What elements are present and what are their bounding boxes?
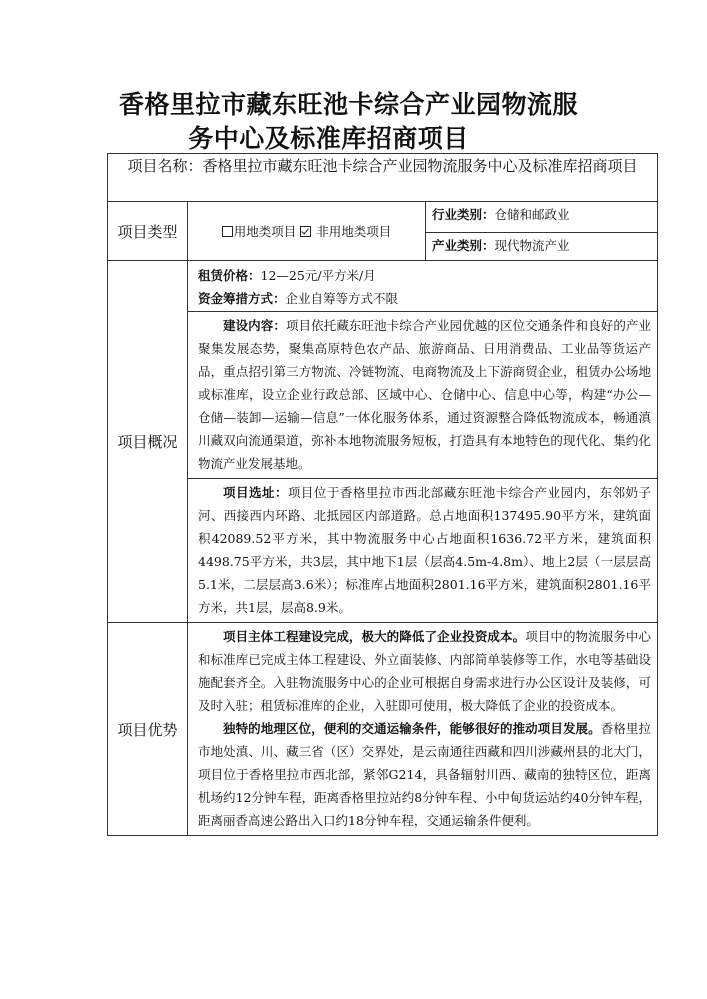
project-info-table xyxy=(107,153,658,836)
construction-label: 建设内容： xyxy=(223,318,286,333)
funding-value: 企业自筹等方式不限 xyxy=(285,291,399,306)
document-title xyxy=(0,88,707,156)
rent-value: 12—25元/平方米/月 xyxy=(260,268,376,283)
land-project-checkbox[interactable] xyxy=(222,226,233,237)
sector-category-value: 现代物流产业 xyxy=(494,238,570,253)
funding-label: 资金筹措方式： xyxy=(198,291,286,306)
project-name-cell: 项目名称：香格里拉市藏东旺池卡综合产业园物流服务中心及标准库招商项目 xyxy=(108,154,658,202)
advantage-2-heading: 独特的地理区位，便利的交通运输条件，能够很好的推动项目发展。 xyxy=(223,721,601,736)
industry-category-value: 仓储和邮政业 xyxy=(494,207,570,222)
title-line-2: 务中心及标准库招商项目 xyxy=(188,124,469,153)
site-text: 项目位于香格里拉市西北部藏东旺池卡综合产业园内，东邻奶子河、西接西内环路、北抵园区内部道路。总占地面积137495.90平方米，建筑面积42089.52平方米，其中物流服务中心占地面积1636.72平方米，建筑面积4498.75平方米，共3层，其中地下1层（层高4.5m-4.8m）、地上2层（一层层高5.1米，二层层高3.6米）；标准库占地面积2801.16平方米，建筑面积2801.16平方米，共1层，层高8.9米。 xyxy=(198,485,652,615)
overview-label: 项目概况 xyxy=(108,261,188,623)
project-name-value: 香格里拉市藏东旺池卡综合产业园物流服务中心及标准库招商项目 xyxy=(202,157,638,175)
advantage-1-text: 项目中的物流服务中心和标准库已完成主体工程建设、外立面装修、内部简单装修等工作，水电等基础设施配套齐全。入驻物流服务中心的企业可根据自身需求进行办公区设计及装修，可及时入驻；租赁标准库的企业，入驻即可使用，极大降低了企业的投资成本。 xyxy=(198,629,652,713)
advantage-2-text: 香格里拉市地处滇、川、藏三省（区）交界处，是云南通往西藏和四川涉藏州县的北大门，项目位于香格里拉市西北部，紧邻G214，具备辐射川西、藏南的独特区位，距离机场约12分钟车程，距离香格里拉站约8分钟车程、小中甸货运站约40分钟车程，距离丽香高速公路出入口约18分钟车程，交通运输条件便利。 xyxy=(198,721,652,828)
funding-line xyxy=(198,287,651,310)
nonland-project-checkbox[interactable] xyxy=(300,226,311,237)
project-name-label: 项目名称 xyxy=(127,157,188,175)
project-type-label: 项目类型 xyxy=(108,202,188,261)
land-project-option: 用地类项目 xyxy=(233,224,297,239)
construction-text: 项目依托藏东旺池卡综合产业园优越的区位交通条件和良好的产业聚集发展态势，聚集高原特色农产品、旅游商品、日用消费品、工业品等货运产品，重点招引第三方物流、冷链物流、电商物流及上下游商贸企业，租赁办公场地或标准库，设立企业行政总部、区域中心、仓储中心、信息中心等，构建“办公—仓储—装卸—运输—信息”一体化服务体系，通过资源整合降低物流成本，畅通滇川藏双向流通渠道，弥补本地物流服务短板，打造具有本地特色的现代化、集约化物流产业发展基地。 xyxy=(198,318,652,471)
nonland-project-option: 非用地类项目 xyxy=(316,224,392,239)
rent-label: 租赁价格： xyxy=(198,268,261,283)
project-type-options xyxy=(188,202,426,261)
sector-category-label: 产业类别： xyxy=(432,238,495,253)
site-selection xyxy=(188,479,658,623)
industry-category-label: 行业类别： xyxy=(432,207,495,222)
site-label: 项目选址： xyxy=(223,485,288,500)
rent-and-funding xyxy=(188,261,658,312)
title-line-1: 香格里拉市藏东旺池卡综合产业园物流服 xyxy=(118,90,578,119)
advantages-content xyxy=(188,623,658,836)
sector-category xyxy=(426,233,658,261)
advantage-1-heading: 项目主体工程建设完成，极大的降低了企业投资成本。 xyxy=(223,629,526,644)
industry-category xyxy=(426,202,658,233)
advantages-label: 项目优势 xyxy=(108,623,188,836)
rent-line xyxy=(198,264,651,287)
construction-content xyxy=(188,312,658,479)
